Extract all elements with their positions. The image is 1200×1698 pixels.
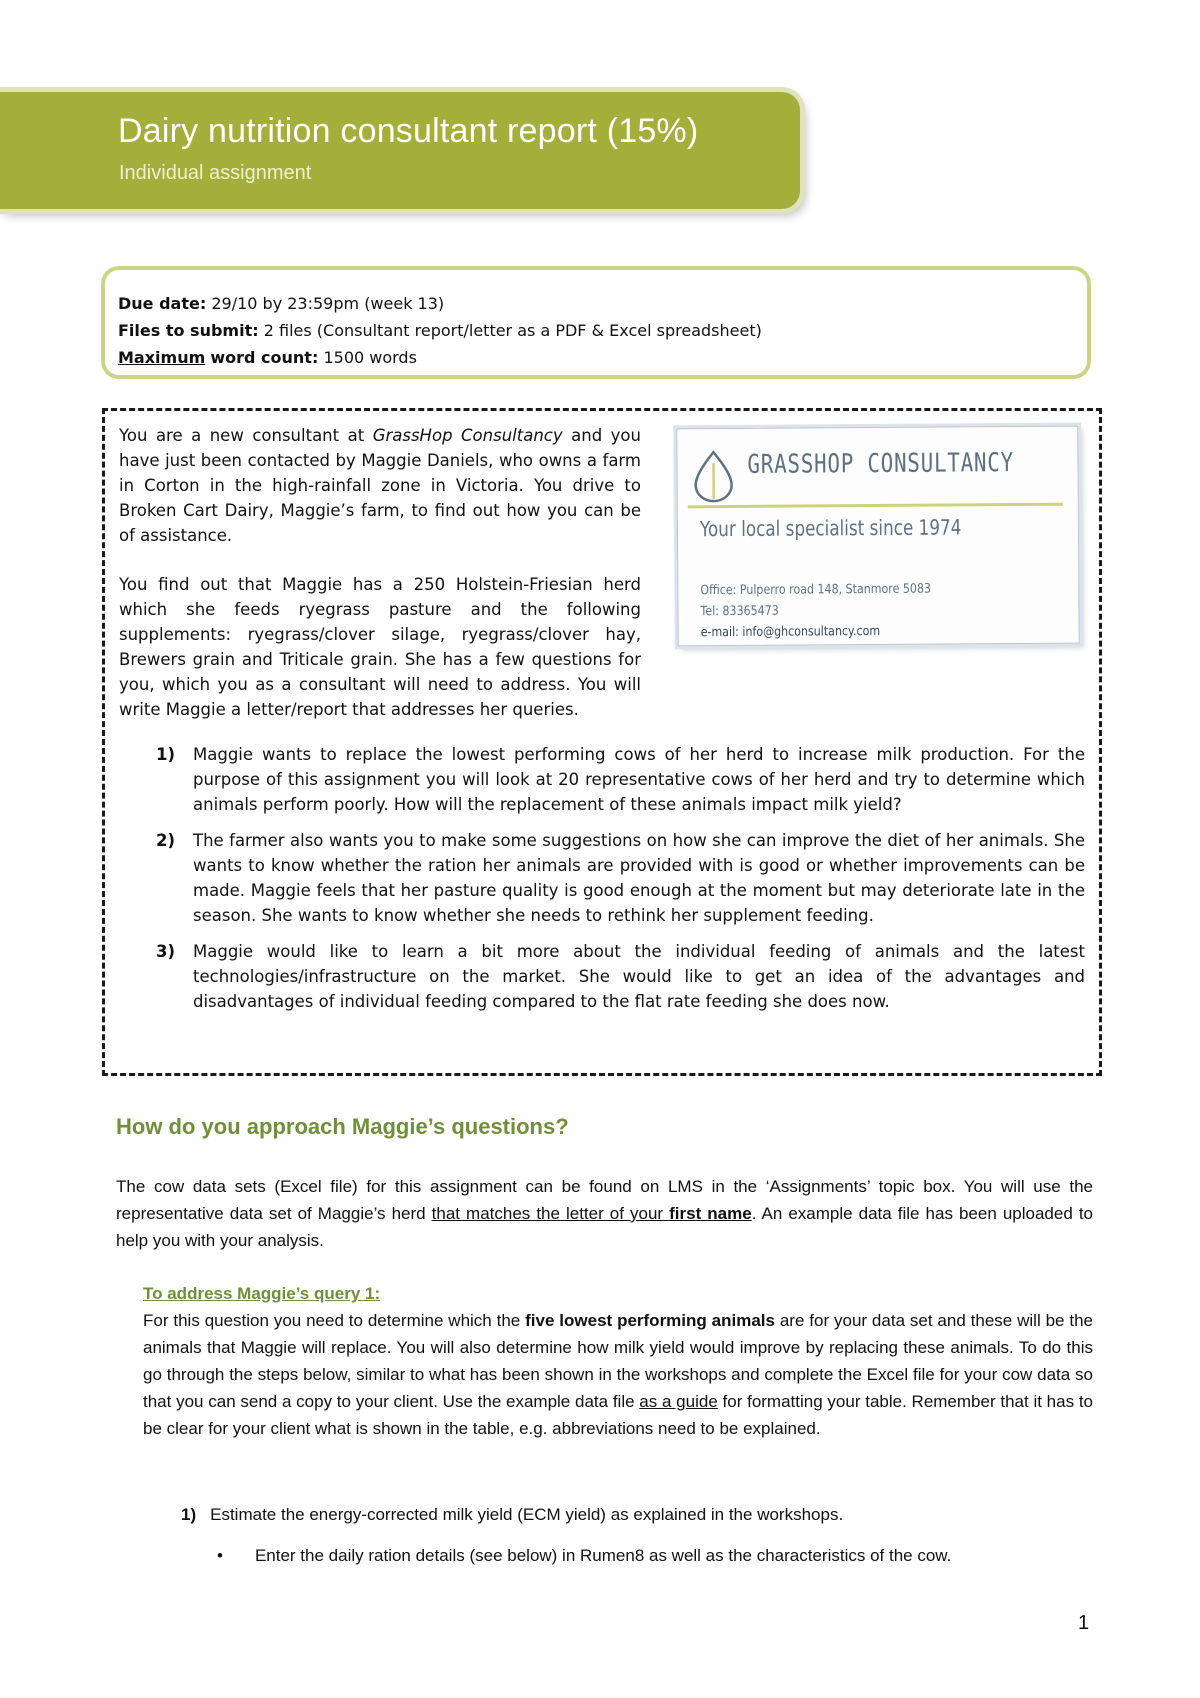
query-number: 2): [156, 831, 176, 850]
query-item: [119, 939, 1085, 1014]
bold-text: five lowest performing animals: [525, 1311, 775, 1330]
paragraph-text: For this question you need to determine which the: [143, 1311, 526, 1330]
query-text: The farmer also wants you to make some suggestions on how she can improve the diet of her animals. She wants to know whether the ration her animals are provided with is good or whether improvements can be made. Maggie feels that her pasture quality is good enough at the moment but may deteriorate late in the season. She wants to know whether she needs to rethink her supplement feeding.: [193, 831, 1085, 925]
query-text: Maggie wants to replace the lowest performing cows of her herd to increase milk production. For the purpose of this assignment you will look at 20 representative cows of her herd and try to determine which animals perform poorly. How will the replacement of these animals impact milk yield?: [193, 745, 1085, 814]
card-company-name: GRASSHOP CONSULTANCY: [747, 448, 1015, 480]
step-text: Estimate the energy-corrected milk yield (ECM yield) as explained in the workshops.: [210, 1505, 844, 1524]
query-item: [119, 828, 1085, 928]
query-list: [119, 742, 1085, 1014]
paragraph-text: are for your data set and these will be the animals that Maggie will replace. You will also determine how milk yield would improve by replacing these animals. To do this go through the steps below, similar to what has been shown in the workshops and complete the Excel file for your cow data so that you can send a copy to your client. Use the example data file: [143, 1311, 1094, 1411]
page-title: Dairy nutrition consultant report (15%): [118, 112, 699, 150]
files-value: 2 files (Consultant report/letter as a PDF & Excel spreadsheet): [263, 321, 762, 340]
bullet-icon: •: [217, 1546, 223, 1565]
scenario-text: You are a new consultant at: [119, 426, 373, 445]
files-label: Files to submit:: [118, 321, 259, 340]
paragraph-text: for formatting your table. Remember that it has to be clear for your client what is shown in the table, e.g. abbreviations need to be explained.: [143, 1392, 1094, 1438]
data-set-paragraph: [116, 1173, 1093, 1254]
business-card: [676, 426, 1080, 647]
paragraph-text: . An example data file has been uploaded to help you with your analysis.: [116, 1204, 1093, 1250]
query1-block: [143, 1280, 1093, 1442]
paragraph-text: The cow data sets (Excel file) for this assignment can be found on LMS in the ‘Assignments’ topic box. You will use the representative data set of Maggie’s herd: [116, 1177, 1093, 1223]
query1-heading: To address Maggie’s query 1:: [143, 1284, 381, 1303]
submission-info-box: [101, 266, 1091, 379]
due-date-line: [118, 290, 1071, 317]
step-number: 1): [181, 1505, 197, 1524]
scenario-box: [102, 408, 1102, 1076]
step-1: [181, 1501, 843, 1528]
query-text: Maggie would like to learn a bit more about the individual feeding of animals and the latest technologies/infrastructure on the market. She would like to get an idea of the advantages and disadvantages of individual feeding compared to the flat rate feeding she does now.: [193, 942, 1085, 1011]
page-subtitle: Individual assignment: [119, 162, 312, 184]
bullet-item: [217, 1542, 951, 1569]
due-date-value: 29/10 by 23:59pm (week 13): [211, 294, 445, 313]
maximum-label: Maximum: [118, 348, 206, 367]
card-email: e-mail: info@ghconsultancy.com: [700, 623, 881, 641]
word-count-label: word count:: [210, 348, 319, 367]
scenario-paragraph-2: You find out that Maggie has a 250 Holstein-Friesian herd which she feeds ryegrass pasture and the following supplements: ryegrass/clover silage, ryegrass/clover hay, Brewers grain and Triticale grain. She has a few questions for you, which you as a consultant will need to address. You will write Maggie a letter/report that addresses her queries.: [119, 575, 641, 719]
word-count-value: 1500 words: [323, 348, 417, 367]
card-tagline: Your local specialist since 1974: [699, 515, 962, 542]
due-date-label: Due date:: [118, 294, 207, 313]
card-divider: [688, 503, 1063, 509]
card-telephone: Tel: 83365473: [700, 603, 779, 620]
word-count-line: [118, 344, 1071, 371]
card-office: Office: Pulperro road 148, Stanmore 5083: [700, 581, 932, 599]
consultancy-name: GrassHop Consultancy: [372, 426, 563, 445]
query-number: 1): [156, 745, 176, 764]
query-number: 3): [156, 942, 176, 961]
underlined-text: that matches the letter of your: [431, 1204, 670, 1223]
underlined-text: as a guide: [639, 1392, 718, 1411]
bullet-text: Enter the daily ration details (see below) in Rumen8 as well as the characteristics of the cow.: [254, 1546, 952, 1565]
query-item: [119, 742, 1085, 817]
section-heading: How do you approach Maggie’s questions?: [116, 1114, 569, 1139]
business-card-wrapper: [667, 423, 1085, 665]
leaf-drop-icon: [691, 449, 735, 503]
query1-paragraph: [143, 1307, 1093, 1442]
header-banner: [0, 92, 800, 209]
scenario-text: and you have just been contacted by Maggie Daniels, who owns a farm in Corton in the high-rainfall zone in Victoria. You drive to Broken Cart Dairy, Maggie’s farm, to find out how you can be of assistance.: [119, 426, 641, 545]
files-line: [118, 317, 1071, 344]
first-name-emphasis: first name: [669, 1204, 752, 1223]
page-number: 1: [1078, 1612, 1090, 1634]
